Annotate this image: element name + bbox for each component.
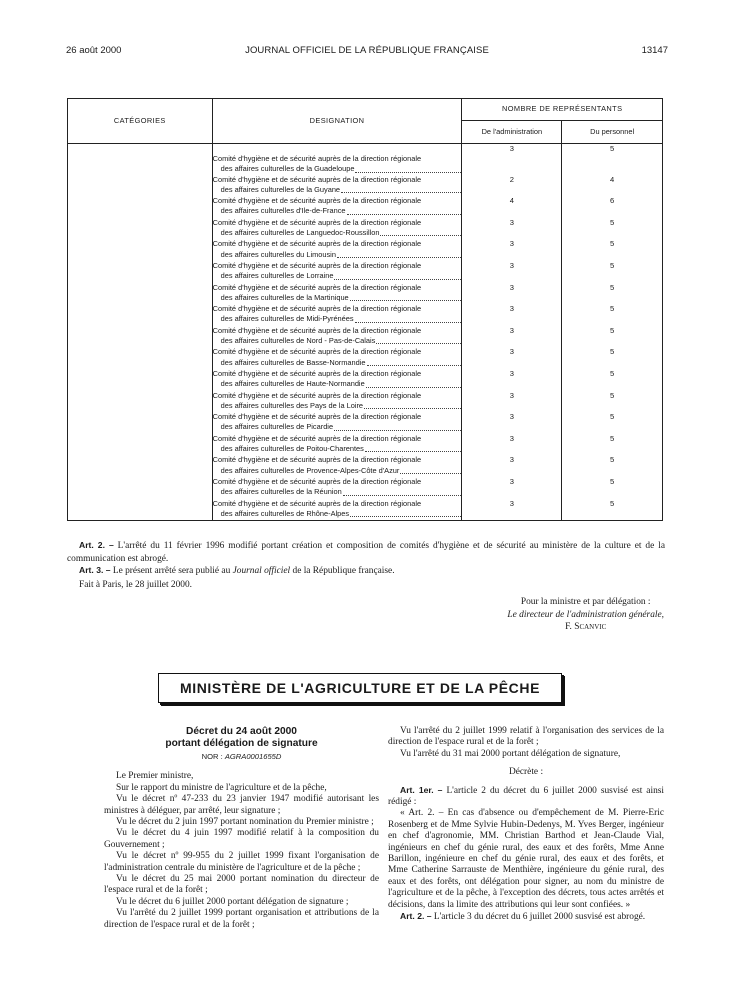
table-row	[68, 283, 663, 305]
designation-line-2	[213, 314, 462, 324]
admin-count: 3	[462, 261, 562, 283]
category-cell	[68, 304, 213, 326]
personnel-count: 5	[562, 391, 663, 413]
category-cell	[68, 218, 213, 240]
designation-line-2-text: des affaires culturelles de Midi-Pyrénées	[220, 314, 354, 324]
personnel-count: 5	[562, 239, 663, 261]
visa-right-paragraph: Vu l'arrêté du 31 mai 2000 portant délégation de signature,	[400, 748, 621, 759]
category-cell	[68, 412, 213, 434]
designation-line-2-text: des affaires culturelles de Picardie	[220, 422, 334, 432]
designation-line-2-text: des affaires culturelles de la Martinique	[220, 292, 349, 302]
designation-cell	[212, 261, 462, 283]
decree-nor	[104, 751, 379, 762]
admin-count: 3	[462, 391, 562, 413]
table-row	[68, 196, 663, 218]
designation-line-2-text: des affaires culturelles de la Réunion	[220, 487, 342, 497]
leader-dots	[355, 164, 461, 172]
table-row	[68, 218, 663, 240]
leader-dots	[350, 293, 462, 301]
leader-dots	[355, 314, 462, 322]
personnel-count: 5	[562, 261, 663, 283]
category-cell	[68, 261, 213, 283]
table-row	[68, 369, 663, 391]
visa-paragraph: Vu le décret du 25 mai 2000 portant nomination du directeur de l'espace rural et de la forêt ;	[104, 874, 379, 896]
col-header-admin: De l'administration	[462, 121, 562, 144]
category-cell	[68, 369, 213, 391]
personnel-count: 5	[562, 434, 663, 456]
designation-cell	[212, 434, 462, 456]
designation-line-2-text: des affaires culturelles du Limousin	[220, 249, 336, 259]
personnel-count: 5	[562, 144, 663, 175]
personnel-count: 5	[562, 499, 663, 521]
category-cell	[68, 175, 213, 197]
visa-paragraph: Vu l'arrêté du 2 juillet 1999 portant organisation et attributions de la direction de l'espace rural et de la forêt ;	[104, 908, 379, 930]
visa-paragraph: Vu le décret nº 47-233 du 23 janvier 1947 modifié autorisant les ministres à déléguer, par arrêté, leur signature ;	[104, 794, 379, 816]
leader-dots	[334, 422, 461, 430]
table-row	[68, 261, 663, 283]
table-row	[68, 304, 663, 326]
designation-line-2-text: des affaires culturelles de la Guadeloupe	[220, 164, 355, 174]
table-row	[68, 144, 663, 175]
designation-line-2	[213, 422, 462, 432]
designation-line-2	[213, 487, 462, 497]
designation-line-2	[213, 206, 462, 216]
category-cell	[68, 391, 213, 413]
leader-dots	[400, 466, 461, 474]
personnel-count: 5	[562, 304, 663, 326]
designation-line-2-text: des affaires culturelles de Languedoc-Roussillon	[220, 228, 380, 238]
designation-cell	[212, 326, 462, 348]
designation-line-2-text: des affaires culturelles de la Guyane	[220, 184, 341, 194]
signatory-name: F. Scanvic	[565, 622, 607, 632]
designation-line-2	[213, 250, 462, 260]
personnel-count: 5	[562, 347, 663, 369]
col-header-designation: DESIGNATION	[212, 99, 462, 144]
decree-subtitle: portant délégation de signature	[165, 737, 318, 749]
table-row	[68, 499, 663, 521]
table-row	[68, 175, 663, 197]
category-cell	[68, 144, 213, 175]
personnel-count: 5	[562, 412, 663, 434]
table-row	[68, 455, 663, 477]
visa-paragraph: Vu le décret du 4 juin 1997 modifié relatif à la composition du Gouvernement ;	[104, 828, 379, 850]
decree-title: Décret du 24 août 2000	[186, 726, 297, 737]
ministry-heading	[158, 673, 562, 703]
category-cell	[68, 455, 213, 477]
admin-count: 3	[462, 412, 562, 434]
designation-line-2	[213, 358, 462, 368]
designation-line-2	[213, 185, 462, 195]
nor-label: NOR :	[201, 752, 225, 761]
leader-dots	[364, 401, 461, 409]
leader-dots	[334, 271, 461, 279]
designation-line-2-text: des affaires culturelles de Lorraine	[220, 271, 334, 281]
visa-right-paragraph: Vu l'arrêté du 2 juillet 1999 relatif à l'organisation des services de la direction de l'espace rural et de la forêt ;	[388, 726, 664, 748]
decree-visas	[104, 771, 379, 931]
category-cell	[68, 239, 213, 261]
designation-line-2-text: des affaires culturelles de Basse-Normandie	[220, 357, 366, 367]
article-2-text: L'arrêté du 11 février 1996 modifié portant création et composition de comités d'hygiène et de sécurité au ministère de la culture et de la communication est abrogé.	[67, 541, 665, 564]
leader-dots	[350, 509, 461, 517]
designation-line-1: Comité d'hygiène et de sécurité auprès de la direction régionale	[212, 282, 422, 292]
designation-line-2	[213, 336, 462, 346]
decree-left-column	[104, 726, 379, 931]
admin-count: 2	[462, 175, 562, 197]
designation-line-1: Comité d'hygiène et de sécurité auprès de la direction régionale	[212, 325, 422, 335]
designation-line-2	[213, 164, 462, 174]
category-cell	[68, 434, 213, 456]
article-3-text-b: de la République française.	[290, 566, 395, 576]
admin-count: 3	[462, 499, 562, 521]
personnel-count: 4	[562, 175, 663, 197]
admin-count: 3	[462, 144, 562, 175]
admin-count: 3	[462, 283, 562, 305]
leader-dots	[376, 336, 461, 344]
article-2-label: Art. 2. –	[79, 540, 114, 550]
article-2	[67, 539, 665, 565]
designation-line-2	[213, 293, 462, 303]
category-cell	[68, 347, 213, 369]
admin-count: 3	[462, 326, 562, 348]
col-header-personnel: Du personnel	[562, 121, 663, 144]
table-row	[68, 477, 663, 499]
designation-cell	[212, 412, 462, 434]
designation-line-1: Comité d'hygiène et de sécurité auprès de la direction régionale	[212, 154, 422, 163]
designation-cell	[212, 175, 462, 197]
admin-count: 3	[462, 304, 562, 326]
designation-line-2	[213, 444, 462, 454]
article-3-text-a: Le présent arrêté sera publié au	[110, 566, 233, 576]
designation-cell	[212, 196, 462, 218]
designation-line-2	[213, 271, 462, 281]
designation-cell	[212, 239, 462, 261]
journal-title: JOURNAL OFFICIEL DE LA RÉPUBLIQUE FRANÇAISE	[245, 45, 489, 56]
designation-line-1: Comité d'hygiène et de sécurité auprès de la direction régionale	[212, 304, 422, 314]
leader-dots	[367, 358, 462, 366]
journal-officiel-text: Journal officiel	[232, 566, 291, 576]
designation-cell	[212, 218, 462, 240]
visa-paragraph: Vu le décret du 2 juin 1997 portant nomination du Premier ministre ;	[116, 817, 374, 828]
designation-cell	[212, 369, 462, 391]
decree-article-2-label: Art. 2. –	[400, 911, 432, 922]
admin-count: 3	[462, 218, 562, 240]
designation-line-1: Comité d'hygiène et de sécurité auprès de la direction régionale	[212, 260, 422, 270]
page-header	[66, 45, 668, 59]
decree-article-1-quote: « Art. 2. – En cas d'absence ou d'empêchement de M. Pierre-Eric Rosenberg et de Mme Sylvie Hubin-Dedenys, M. Yves Berger, ingénieur en chef d'agronomie, MM. Christian Barthod et Jean-Claude Vial, ingénieurs en chef du génie rural, des eaux et des forêts, Mme Anne Barillon, ingénieure en chef du génie rural, des eaux et des forêts, et Mme Catherine Sarrauste de Menthière, ingénieure du génie rural, des eaux et des forêts, ont délégation pour signer, au nom du ministre de l'agriculture et de la pêche, à l'exception des décrets, tous actes arrêtés et décisions, dans la limite des attributions qui leur sont confiées. »	[388, 808, 664, 910]
designation-cell	[212, 347, 462, 369]
leader-dots	[337, 250, 462, 258]
designation-line-2-text: des affaires culturelles de Provence-Alpes-Côte d'Azur	[220, 465, 400, 475]
admin-count: 3	[462, 455, 562, 477]
designation-cell	[212, 499, 462, 521]
col-header-representatives: NOMBRE DE REPRÉSENTANTS	[462, 99, 663, 121]
designation-line-2	[213, 379, 462, 389]
designation-line-2	[213, 466, 462, 476]
leader-dots	[341, 185, 461, 193]
designation-line-1: Comité d'hygiène et de sécurité auprès de la direction régionale	[212, 196, 422, 206]
designation-line-2	[213, 401, 462, 411]
personnel-count: 6	[562, 196, 663, 218]
decree-article-1-label: Art. 1er. –	[400, 784, 443, 795]
designation-line-1: Comité d'hygiène et de sécurité auprès de la direction régionale	[212, 433, 422, 443]
table-row	[68, 412, 663, 434]
designation-line-2-text: des affaires culturelles de Rhône-Alpes	[220, 508, 350, 518]
designation-cell	[212, 455, 462, 477]
category-cell	[68, 477, 213, 499]
visa-paragraph: Vu le décret du 6 juillet 2000 portant délégation de signature ;	[116, 896, 349, 907]
admin-count: 3	[462, 434, 562, 456]
page-number: 13147	[641, 45, 668, 56]
signature-line-1: Pour la ministre et par délégation :	[520, 597, 651, 607]
admin-count: 4	[462, 196, 562, 218]
table-row	[68, 391, 663, 413]
category-cell	[68, 283, 213, 305]
col-header-categories: CATÉGORIES	[68, 99, 213, 144]
designation-cell	[212, 283, 462, 305]
personnel-count: 5	[562, 455, 663, 477]
decree-article-2	[388, 911, 664, 923]
personnel-count: 5	[562, 369, 663, 391]
visa-paragraph: Vu le décret nº 99-955 du 2 juillet 1999 fixant l'organisation de l'administration centrale du ministère de l'agriculture et de la pêche ;	[104, 851, 379, 873]
visa-paragraph: Sur le rapport du ministre de l'agriculture et de la pêche,	[116, 782, 327, 793]
decree-decrete: Décrète :	[508, 767, 544, 778]
decree-visas-right	[388, 726, 664, 760]
category-cell	[68, 196, 213, 218]
ministry-title: MINISTÈRE DE L'AGRICULTURE ET DE LA PÊCHE	[179, 680, 541, 696]
leader-dots	[343, 487, 462, 495]
personnel-count: 5	[562, 326, 663, 348]
designation-line-1: Comité d'hygiène et de sécurité auprès de la direction régionale	[212, 390, 422, 400]
category-cell	[68, 326, 213, 348]
article-3	[67, 564, 665, 578]
committees-table	[67, 98, 663, 521]
designation-line-2-text: des affaires culturelles d'Ile-de-France	[220, 206, 346, 216]
designation-line-2	[213, 509, 462, 519]
designation-line-2-text: des affaires culturelles de Haute-Normandie	[220, 379, 365, 389]
designation-line-1: Comité d'hygiène et de sécurité auprès de la direction régionale	[212, 347, 422, 357]
designation-line-1: Comité d'hygiène et de sécurité auprès de la direction régionale	[212, 412, 422, 422]
decree-article-1-text: L'article 2 du décret du 6 juillet 2000 susvisé est ainsi rédigé :	[388, 785, 665, 808]
admin-count: 3	[462, 239, 562, 261]
designation-cell	[212, 304, 462, 326]
signature-block	[507, 596, 664, 634]
designation-line-1: Comité d'hygiène et de sécurité auprès de la direction régionale	[212, 217, 422, 227]
designation-line-2-text: des affaires culturelles de Poitou-Charentes	[220, 444, 364, 454]
designation-line-1: Comité d'hygiène et de sécurité auprès de la direction régionale	[212, 239, 422, 249]
table-row	[68, 326, 663, 348]
designation-line-2-text: des affaires culturelles des Pays de la Loire	[220, 400, 364, 410]
personnel-count: 5	[562, 477, 663, 499]
admin-count: 3	[462, 369, 562, 391]
nor-code: AGRA0001655D	[224, 752, 282, 761]
personnel-count: 5	[562, 283, 663, 305]
decree-article-2-text: L'article 3 du décret du 6 juillet 2000 susvisé est abrogé.	[431, 912, 646, 923]
leader-dots	[365, 444, 462, 452]
designation-line-1: Comité d'hygiène et de sécurité auprès de la direction régionale	[212, 498, 422, 508]
designation-line-2-text: des affaires culturelles de Nord - Pas-de-Calais	[220, 336, 376, 346]
designation-line-1: Comité d'hygiène et de sécurité auprès de la direction régionale	[212, 455, 422, 465]
article-3-label: Art. 3. –	[79, 565, 111, 575]
decree-right-column	[388, 726, 664, 924]
leader-dots	[380, 228, 461, 236]
designation-line-1: Comité d'hygiène et de sécurité auprès de la direction régionale	[212, 174, 422, 184]
admin-count: 3	[462, 477, 562, 499]
designation-line-1: Comité d'hygiène et de sécurité auprès de la direction régionale	[212, 368, 422, 378]
table-body	[68, 144, 663, 521]
category-cell	[68, 499, 213, 521]
header-date: 26 août 2000	[66, 45, 122, 56]
admin-count: 3	[462, 347, 562, 369]
designation-cell	[212, 391, 462, 413]
personnel-count: 5	[562, 218, 663, 240]
leader-dots	[366, 379, 462, 387]
signature-line-2: Le directeur de l'administration générale,	[507, 609, 664, 620]
designation-line-2	[213, 228, 462, 238]
leader-dots	[347, 206, 462, 214]
designation-line-1: Comité d'hygiène et de sécurité auprès de la direction régionale	[212, 476, 422, 486]
table-row	[68, 434, 663, 456]
decree-article-1	[388, 785, 664, 809]
visa-paragraph: Le Premier ministre,	[116, 771, 194, 782]
done-at: Fait à Paris, le 28 juillet 2000.	[79, 580, 193, 590]
designation-cell	[212, 477, 462, 499]
designation-cell	[212, 144, 462, 175]
table-row	[68, 239, 663, 261]
table-row	[68, 347, 663, 369]
